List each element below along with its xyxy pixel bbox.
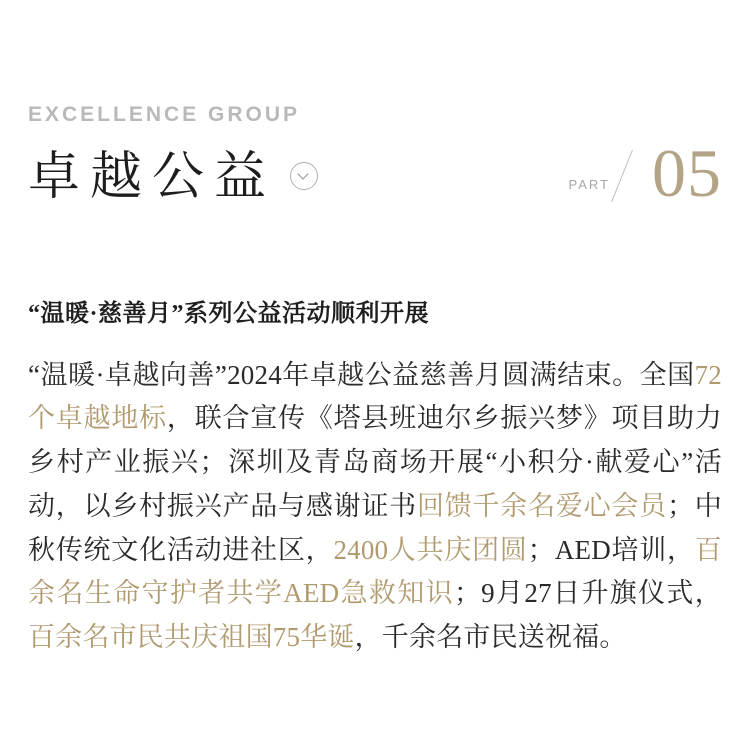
paragraph-highlight: 2400人共庆团圆 (333, 534, 528, 565)
part-number: 05 (652, 135, 722, 211)
paragraph-text: ；中秋传统文化活动进社区， (28, 490, 722, 565)
paragraph-highlight: 百余名生命守护者共学AED急救知识 (28, 534, 722, 609)
chevron-down-icon (290, 162, 318, 190)
paragraph-highlight: 百余名市民共庆祖国75华诞 (28, 622, 355, 652)
slash-divider-icon (616, 150, 650, 204)
page-title: 卓越公益 (28, 149, 277, 207)
title-row (28, 135, 722, 211)
title-left-group (28, 148, 318, 208)
page-header (28, 104, 722, 244)
body-paragraph (28, 354, 722, 660)
page-content (28, 298, 722, 660)
paragraph-text: ；9月27日升旗仪式， (453, 578, 722, 609)
paragraph-text: ，联合宣传《塔县班迪尔乡振兴梦》项目助力乡村产业振兴；深圳及青岛商场开展“小积分·献爱心”活动，以乡村振兴产品与感谢证书 (28, 403, 723, 521)
eyebrow-text: EXCELLENCE GROUP (28, 103, 301, 126)
part-label: PART (568, 177, 610, 193)
section-subheading: “温暖·慈善月”系列公益活动顺利开展 (28, 301, 430, 327)
paragraph-text: “温暖·卓越向善”2024年卓越公益慈善月圆满结束。全国 (28, 359, 695, 390)
paragraph-text: ；AED培训， (527, 534, 695, 565)
paragraph-highlight: 72个卓越地标 (28, 359, 722, 434)
paragraph-highlight: 回馈千余名爱心会员 (416, 490, 667, 521)
part-indicator (568, 135, 722, 211)
paragraph-text: ，千余名市民送祝福。 (354, 622, 627, 652)
